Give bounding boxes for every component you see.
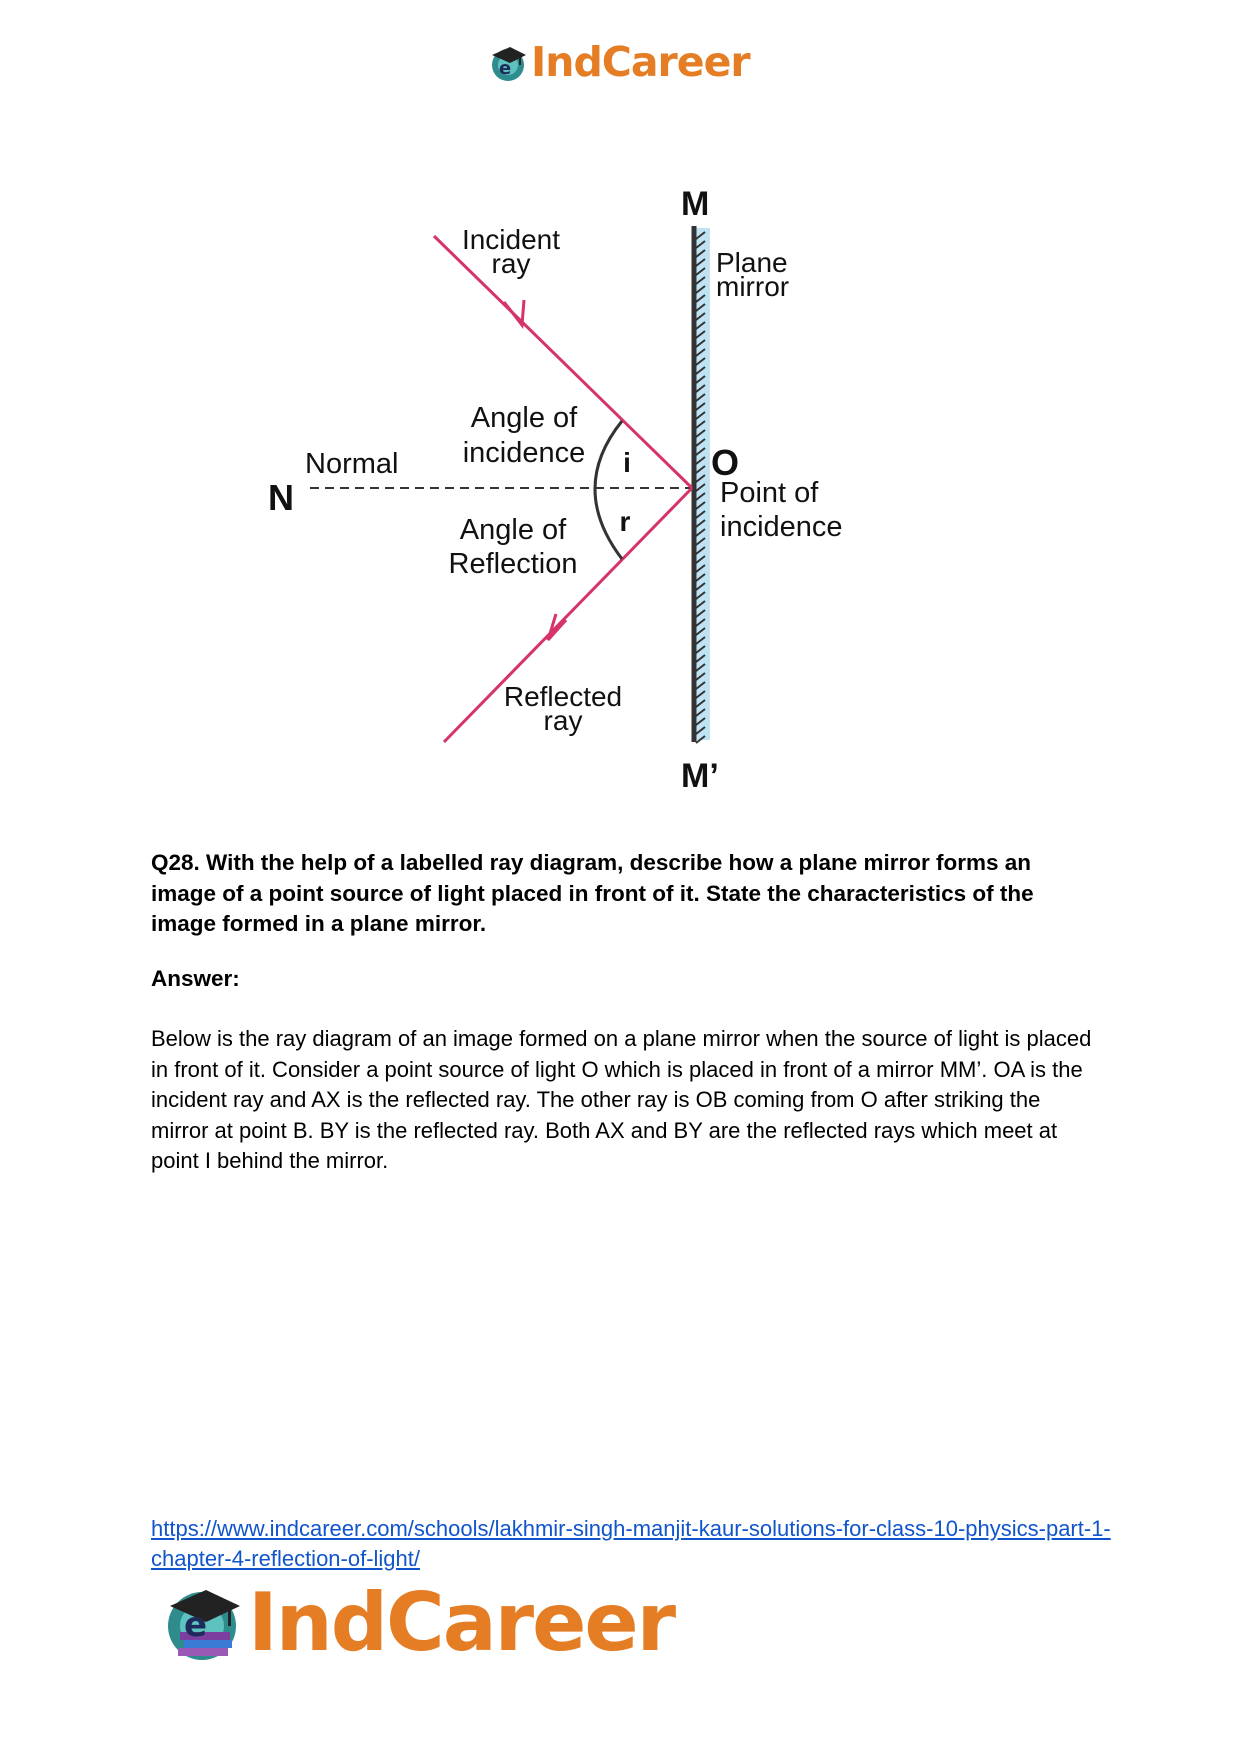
plane-mirror-label-1: Plane bbox=[716, 247, 788, 278]
graduation-books-icon bbox=[162, 1582, 244, 1664]
footer-brand-text: IndCareer bbox=[248, 1576, 675, 1669]
angle-incidence-label-1: Angle of bbox=[470, 402, 578, 434]
question-text: Q28. With the help of a labelled ray diagram, describe how a plane mirror forms an image of a point source of light placed in front of it. State the characteristics of the image formed in a plane mirror. bbox=[151, 850, 1034, 936]
normal-end-label: N bbox=[268, 477, 294, 518]
angle-i-label: i bbox=[623, 447, 631, 478]
answer-label: Answer: bbox=[151, 966, 240, 991]
point-of-incidence-label-2: incidence bbox=[720, 511, 843, 543]
ray-diagram bbox=[0, 0, 1242, 820]
angle-arc bbox=[595, 421, 622, 559]
normal-label: Normal bbox=[305, 448, 399, 480]
footer-logo bbox=[162, 1576, 675, 1669]
mirror-bottom-label: M’ bbox=[681, 757, 719, 795]
point-o-label: O bbox=[711, 442, 740, 483]
reflected-ray-label-1: Reflected bbox=[503, 681, 623, 712]
angle-reflection-label-2: Reflection bbox=[448, 548, 578, 580]
point-of-incidence-label-1: Point of bbox=[720, 477, 819, 509]
answer-text: Below is the ray diagram of an image formed on a plane mirror when the source of light is placed in front of it. Consider a point source of light O which is placed in front of a mirror MM’. OA is the incident ray and AX is the reflected ray. The other ray is OB coming from O after striking the mirror at point B. BY is the reflected ray. Both AX and BY are the reflected rays which meet at point I behind the mirror. bbox=[151, 1026, 1092, 1173]
svg-text:e: e bbox=[184, 1605, 208, 1645]
source-link[interactable]: https://www.indcareer.com/schools/lakhmir-singh-manjit-kaur-solutions-for-class-10-physics-part-1-chapter-4-reflection-of-light/ bbox=[151, 1516, 1111, 1571]
incident-ray-label-2: ray bbox=[491, 248, 531, 279]
reflected-ray-label-2: ray bbox=[543, 705, 583, 736]
header-brand-text: IndCareer bbox=[531, 38, 750, 86]
angle-incidence-label-2: incidence bbox=[462, 437, 586, 469]
angle-r-label: r bbox=[619, 506, 631, 537]
incident-ray-arrow bbox=[504, 300, 524, 325]
incident-ray-label-1: Incident bbox=[461, 224, 561, 255]
angle-reflection-label-1: Angle of bbox=[459, 514, 567, 546]
plane-mirror-label-2: mirror bbox=[716, 271, 790, 302]
mirror-top-label: M bbox=[681, 185, 710, 223]
svg-text:e: e bbox=[499, 57, 512, 79]
